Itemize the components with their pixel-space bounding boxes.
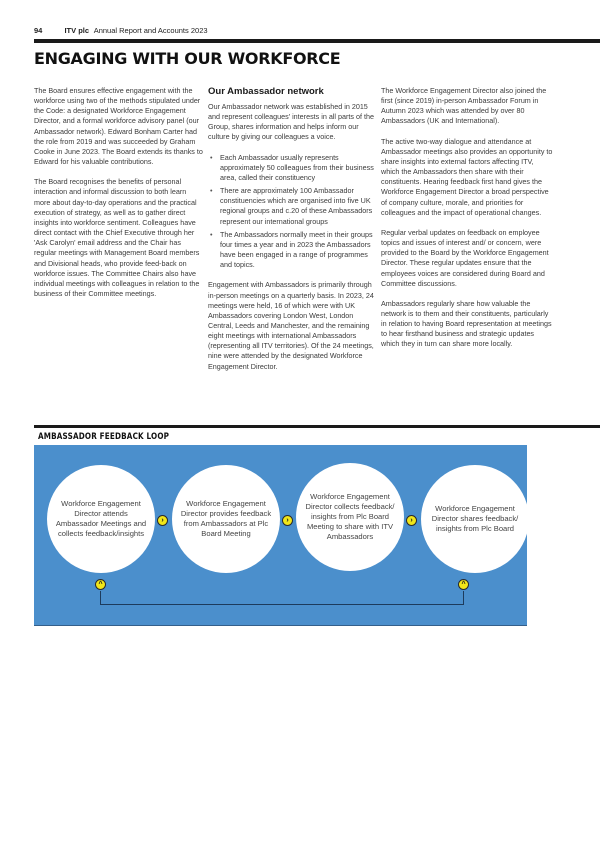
feedback-loop-title: AMBASSADOR FEEDBACK LOOP: [38, 432, 170, 442]
section-rule: [34, 425, 600, 428]
loop-step-3: Workforce Engagement Director collects feedback/ insights from Plc Board Meeting to share with ITV Ambassadors: [296, 463, 404, 571]
company-name: ITV plc: [64, 26, 90, 35]
chevron-right-icon: ›: [282, 515, 293, 526]
loop-step-4: Workforce Engagement Director shares feedback/ insights from Plc Board: [421, 465, 529, 573]
bullet-item: • The Ambassadors normally meet in their groups four times a year and in 2023 the Ambassadors have been engaged in a range of programmes and topics.: [208, 230, 376, 271]
running-header: [34, 26, 208, 35]
feedback-loop-diagram: [34, 445, 527, 626]
report-name: Annual Report and Accounts 2023: [93, 26, 208, 35]
connector-line: [100, 591, 101, 605]
paragraph: Regular verbal updates on feedback on employee topics and issues of interest and/ or concern, were provided to the Board by the Workforce Engagement Director. These regular updates ensure that the employees voices are considered during Board and Committee discussions.: [381, 227, 549, 288]
chevron-right-icon: ›: [406, 515, 417, 526]
bullet-list: [208, 153, 376, 271]
section-heading: Our Ambassador network: [208, 86, 324, 97]
paragraph: Ambassadors regularly share how valuable the network is to them and their constituents, particularly in relation to having Board representation at meetings to hear firsthand business and strategic updates which they in turn can share more locally.: [381, 298, 552, 349]
paragraph: Engagement with Ambassadors is primarily through in-person meetings on a quarterly basis. In 2023, 24 meetings were held, 16 of which were with UK Ambassadors covering London West, London Central, Leeds and Manchester, and the remaining eight meetings with international Ambassadors (representing all ITV territories). Of the 24 meetings, nine were attended by the designated Workforce Engagement Director.: [208, 280, 374, 371]
paragraph: Our Ambassador network was established in 2015 and represent colleagues' interests in all parts of the Group, shares information and helps inform our culture by giving our colleagues a voice.: [208, 102, 374, 142]
bullet-item: • There are approximately 100 Ambassador constituencies which are organised into five UK regional groups and c.20 of these Ambassadors represent our international groups: [208, 186, 376, 227]
loop-step-2: Workforce Engagement Director provides feedback from Ambassadors at Plc Board Meeting: [172, 465, 280, 573]
paragraph: The active two-way dialogue and attendance at Ambassador meetings also provides an opportunity to share insights into external factors affecting ITV, which the Ambassadors then share with their constituents. Hearing feedback first hand gives the Workforce Engagement Director a broad perspective of company culture, morale, and priorities for colleagues and the impact of operational changes.: [381, 136, 553, 217]
header-rule: [34, 39, 600, 43]
paragraph: The Board recognises the benefits of personal interaction and informal discussion to both learn more about day-to-day operations and the practical execution of strategy, as well as to gather direct insights into workforce sentiment. Colleagues have direct contact with the Chief Executive through her 'Ask Carolyn' email address and the Chair has regular meetings with Management Board members and Divisional heads, who provide feed-back on workforce issues. The Committee Chairs also have individual meetings with colleagues in relation to the business of their Committee meetings.: [34, 177, 200, 298]
chevron-up-icon: ^: [95, 579, 106, 590]
bullet-item: • Each Ambassador usually represents approximately 50 colleagues from their business area, called their constituency: [208, 153, 376, 183]
column-3: [381, 86, 553, 360]
page-number: 94: [34, 26, 43, 35]
column-1: [34, 86, 204, 309]
connector-line: [463, 591, 464, 605]
chevron-right-icon: ›: [157, 515, 168, 526]
connector-line: [100, 604, 464, 605]
paragraph: The Board ensures effective engagement with the workforce using two of the methods stipulated under the Code: a designated Workforce Engagement Director, and a formal workforce advisory panel (our Ambassador network). Edward Bonham Carter had the role from 2019 and was succeeded by Graham Cooke in June 2023. The Board extends its thanks to Edward for his valuable contributions.: [34, 86, 203, 167]
chevron-up-icon: ^: [458, 579, 469, 590]
paragraph: The Workforce Engagement Director also joined the first (since 2019) in-person Ambassador Forum in Autumn 2023 which was attended by over 80 Ambassadors (UK and International).: [381, 86, 547, 126]
page-title: ENGAGING WITH OUR WORKFORCE: [34, 49, 341, 68]
column-2: [208, 86, 376, 382]
loop-step-1: Workforce Engagement Director attends Ambassador Meetings and collects feedback/insights: [47, 465, 155, 573]
